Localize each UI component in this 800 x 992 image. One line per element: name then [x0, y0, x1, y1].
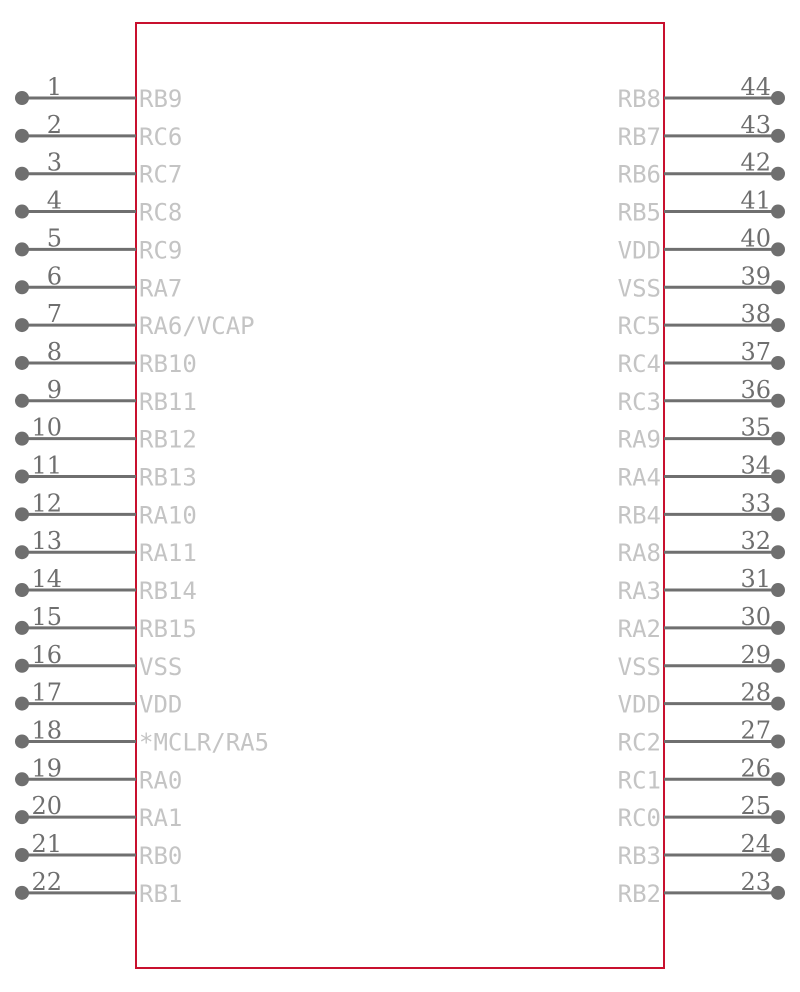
pin-name: RC5 — [617, 312, 661, 341]
pin-name: VSS — [617, 274, 661, 303]
pin-name: RA2 — [617, 614, 661, 643]
pin-name: RC8 — [139, 198, 183, 227]
pin-name: RA10 — [139, 501, 197, 530]
pin-name: *MCLR/RA5 — [139, 728, 270, 757]
pin-terminal-dot — [15, 318, 29, 332]
pin-44 — [618, 73, 785, 113]
pin-32 — [618, 527, 785, 567]
pin-name: RA3 — [617, 577, 661, 606]
pin-name: RB2 — [617, 879, 661, 908]
pin-number: 32 — [740, 527, 771, 556]
pin-34 — [618, 452, 785, 492]
pin-terminal-dot — [15, 848, 29, 862]
pin-terminal-dot — [15, 659, 29, 673]
pin-terminal-dot — [15, 167, 29, 181]
pin-number: 30 — [740, 602, 771, 631]
pin-terminal-dot — [771, 659, 785, 673]
pin-37 — [618, 338, 785, 378]
pin-24 — [618, 830, 785, 870]
pin-name: VDD — [139, 690, 183, 719]
pin-terminal-dot — [15, 129, 29, 143]
pin-10 — [15, 414, 197, 454]
pin-number: 37 — [740, 337, 771, 366]
pin-number: 17 — [31, 678, 62, 707]
pin-terminal-dot — [15, 810, 29, 824]
pin-terminal-dot — [771, 848, 785, 862]
pin-terminal-dot — [771, 545, 785, 559]
pin-11 — [15, 452, 197, 492]
pin-17 — [15, 679, 182, 719]
pin-terminal-dot — [15, 280, 29, 294]
pin-number: 31 — [740, 565, 771, 594]
pin-42 — [618, 149, 785, 189]
pin-number: 38 — [740, 300, 771, 329]
pin-name: RC3 — [617, 387, 661, 416]
pin-terminal-dot — [771, 621, 785, 635]
pin-name: RB12 — [139, 425, 197, 454]
pin-terminal-dot — [15, 583, 29, 597]
pin-name: RB11 — [139, 387, 197, 416]
pin-terminal-dot — [771, 507, 785, 521]
pin-name: VSS — [617, 652, 661, 681]
pin-number: 1 — [46, 73, 62, 101]
pin-name: RC2 — [617, 728, 661, 757]
pin-terminal-dot — [771, 886, 785, 900]
pin-terminal-dot — [15, 91, 29, 105]
pin-number: 36 — [740, 375, 771, 404]
pin-number: 20 — [31, 792, 62, 821]
pin-name: RC1 — [617, 766, 661, 795]
pin-terminal-dot — [771, 810, 785, 824]
pin-18 — [15, 716, 269, 756]
pin-terminal-dot — [771, 91, 785, 105]
pin-name: RA4 — [617, 463, 661, 492]
pin-30 — [618, 603, 785, 643]
pin-number: 19 — [31, 754, 62, 783]
pin-name: RB9 — [139, 85, 183, 113]
pin-name: RB4 — [617, 501, 661, 530]
pin-31 — [618, 565, 785, 605]
pin-number: 33 — [740, 489, 771, 518]
pin-number: 22 — [31, 867, 62, 896]
pin-terminal-dot — [15, 205, 29, 219]
pin-terminal-dot — [771, 129, 785, 143]
pin-name: RC6 — [139, 122, 183, 151]
pin-terminal-dot — [15, 621, 29, 635]
pin-16 — [15, 641, 182, 681]
pin-12 — [15, 489, 197, 529]
pin-number: 28 — [740, 678, 771, 707]
pin-name: RA8 — [617, 539, 661, 568]
pin-number: 12 — [31, 489, 62, 518]
pin-number: 11 — [31, 451, 62, 480]
pin-name: RC9 — [139, 236, 183, 265]
pin-22 — [15, 868, 182, 908]
pin-terminal-dot — [15, 356, 29, 370]
pin-name: RA11 — [139, 539, 197, 568]
pin-number: 27 — [740, 716, 771, 745]
pin-14 — [15, 565, 197, 605]
pin-name: RB7 — [617, 122, 661, 151]
pin-26 — [618, 754, 785, 794]
pin-number: 6 — [46, 262, 62, 291]
pin-40 — [618, 224, 785, 264]
pin-number: 35 — [740, 413, 771, 442]
pin-terminal-dot — [771, 167, 785, 181]
pin-8 — [15, 338, 197, 378]
pin-name: RB13 — [139, 463, 197, 492]
pin-29 — [618, 641, 785, 681]
pin-terminal-dot — [771, 242, 785, 256]
pin-5 — [15, 224, 182, 264]
pin-number: 9 — [46, 375, 62, 404]
pin-35 — [618, 414, 785, 454]
pin-number: 39 — [740, 262, 771, 291]
pin-terminal-dot — [771, 470, 785, 484]
pin-number: 26 — [740, 754, 771, 783]
pin-name: RA9 — [617, 425, 661, 454]
pin-terminal-dot — [771, 318, 785, 332]
pin-33 — [618, 489, 785, 529]
pin-name: RA7 — [139, 274, 183, 303]
pin-terminal-dot — [15, 697, 29, 711]
pin-4 — [15, 187, 182, 227]
pin-terminal-dot — [15, 772, 29, 786]
pin-name: VSS — [139, 652, 183, 681]
pin-23 — [618, 868, 785, 908]
pin-number: 7 — [46, 300, 62, 329]
pin-terminal-dot — [15, 432, 29, 446]
pin-terminal-dot — [15, 886, 29, 900]
pin-39 — [618, 262, 785, 302]
pin-number: 41 — [740, 186, 771, 215]
pin-41 — [618, 187, 785, 227]
pin-number: 10 — [31, 413, 62, 442]
pin-name: RB3 — [617, 842, 661, 870]
pin-name: RB8 — [617, 85, 661, 113]
pin-number: 43 — [740, 110, 771, 139]
right-pin-group — [618, 73, 785, 908]
pin-number: 34 — [740, 451, 771, 480]
pin-name: VDD — [617, 236, 661, 265]
pin-38 — [618, 300, 785, 340]
pin-number: 18 — [31, 716, 62, 745]
ic-body-outline — [136, 23, 664, 968]
pin-terminal-dot — [771, 394, 785, 408]
pin-terminal-dot — [15, 470, 29, 484]
pin-name: RB1 — [139, 879, 183, 908]
pin-name: RB6 — [617, 160, 661, 189]
pin-13 — [15, 527, 197, 567]
pin-number: 8 — [46, 337, 62, 366]
pin-terminal-dot — [15, 507, 29, 521]
pin-number: 21 — [31, 830, 62, 858]
pin-number: 13 — [31, 527, 62, 556]
pin-name: RB15 — [139, 614, 197, 643]
pin-number: 15 — [31, 602, 62, 631]
pin-7 — [15, 300, 255, 340]
pin-terminal-dot — [15, 394, 29, 408]
pin-15 — [15, 603, 197, 643]
pin-terminal-dot — [771, 432, 785, 446]
pin-1 — [15, 73, 182, 113]
left-pin-group — [15, 73, 269, 908]
pin-2 — [15, 111, 182, 151]
pin-number: 24 — [740, 830, 771, 858]
pin-name: RB0 — [139, 842, 183, 870]
pin-28 — [618, 679, 785, 719]
pin-43 — [618, 111, 785, 151]
pin-25 — [618, 792, 785, 832]
pin-number: 23 — [740, 867, 771, 896]
pin-name: RB10 — [139, 349, 197, 378]
pin-name: RC7 — [139, 160, 183, 189]
pin-9 — [15, 376, 197, 416]
pin-name: VDD — [617, 690, 661, 719]
pin-number: 29 — [740, 640, 771, 669]
pin-3 — [15, 149, 182, 189]
pin-27 — [618, 716, 785, 756]
pin-number: 16 — [31, 640, 62, 669]
pin-terminal-dot — [771, 697, 785, 711]
pin-number: 5 — [46, 224, 62, 253]
pin-terminal-dot — [771, 772, 785, 786]
pin-terminal-dot — [15, 545, 29, 559]
pin-terminal-dot — [771, 356, 785, 370]
pin-name: RA0 — [139, 766, 183, 795]
pin-name: RA6/VCAP — [139, 312, 255, 341]
pin-terminal-dot — [771, 205, 785, 219]
pin-number: 40 — [740, 224, 771, 253]
pin-name: RC4 — [617, 349, 661, 378]
pin-terminal-dot — [771, 734, 785, 748]
pin-name: RB14 — [139, 577, 197, 606]
pin-name: RA1 — [139, 804, 183, 833]
pin-terminal-dot — [771, 280, 785, 294]
pin-20 — [15, 792, 182, 832]
pin-36 — [618, 376, 785, 416]
pin-number: 25 — [740, 792, 771, 821]
pin-number: 14 — [31, 565, 62, 594]
pin-terminal-dot — [15, 242, 29, 256]
pin-number: 2 — [46, 110, 62, 139]
pin-19 — [15, 754, 182, 794]
pin-number: 4 — [46, 186, 62, 215]
pin-terminal-dot — [771, 583, 785, 597]
pin-21 — [15, 830, 182, 870]
pin-6 — [15, 262, 182, 302]
pin-name: RC0 — [617, 804, 661, 833]
pin-name: RB5 — [617, 198, 661, 227]
pin-number: 42 — [740, 148, 771, 177]
pin-number: 44 — [740, 73, 771, 101]
pin-number: 3 — [46, 148, 62, 177]
pin-terminal-dot — [15, 734, 29, 748]
